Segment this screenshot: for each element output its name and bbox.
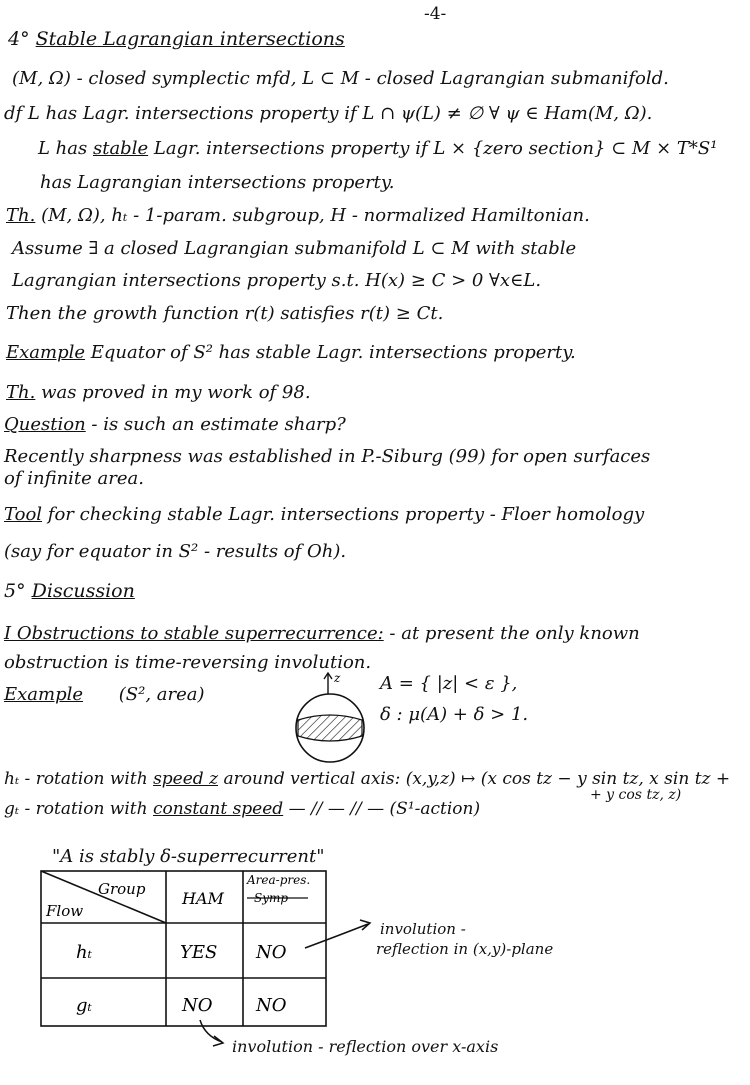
definition-line <box>4 103 652 125</box>
proved-text: was proved in my work of 98. <box>41 382 311 403</box>
corner-flow-label: Flow <box>46 902 84 920</box>
cell-ht-area: NO <box>256 942 287 963</box>
stable-word: stable <box>92 138 149 159</box>
proved-line <box>6 382 311 404</box>
z-axis-label: z <box>334 671 341 685</box>
recent-line1: Recently sharpness was established in P.-Siburg (99) for open surfaces <box>4 446 651 467</box>
example2-label: Example <box>4 684 84 705</box>
proved-label: Th. <box>6 382 36 403</box>
question-label: Question <box>4 414 86 435</box>
theorem-line3: Lagrangian intersections property s.t. H(x) ≥ C > 0 ∀x∈L. <box>12 270 542 291</box>
stable-def-line1 <box>38 138 717 160</box>
example-line <box>6 342 576 364</box>
equatorial-band-A <box>298 715 362 741</box>
recurrence-table <box>40 868 340 1033</box>
gt-pre: gₜ - rotation with <box>4 799 148 819</box>
obstruction-line2: obstruction is time-reversing involution. <box>4 652 372 673</box>
stable-def-pre: L has <box>38 138 88 159</box>
involution-note-bottom: involution - reflection over x-axis <box>232 1037 499 1056</box>
sphere-sketch <box>292 668 374 766</box>
tool-line2: (say for equator in S² - results of Oh). <box>4 541 347 562</box>
ht-post: around vertical axis: (x,y,z) ↦ (x cos tz − y sin tz, x sin tz + <box>223 769 731 789</box>
row-flow-gt: gₜ <box>76 995 92 1016</box>
arrow-head-down-icon <box>213 1036 223 1046</box>
theorem-line1 <box>6 205 590 227</box>
cell-gt-area: NO <box>256 995 287 1016</box>
setup-line: (M, Ω) - closed symplectic mfd, L ⊂ M - closed Lagrangian submanifold. <box>12 68 669 89</box>
tool-text: for checking stable Lagr. intersections property - Floer homology <box>47 504 645 525</box>
ht-speed: speed z <box>153 769 219 789</box>
ht-pre: hₜ - rotation with <box>4 769 148 789</box>
section4-number: 4° <box>8 28 30 50</box>
section4-heading <box>8 28 345 50</box>
section5-title: Discussion <box>31 580 135 602</box>
theorem-line4: Then the growth function r(t) satisfies r(t) ≥ Ct. <box>6 303 444 324</box>
gt-speed: constant speed <box>153 799 284 819</box>
superrecurrent-quote: "A is stably δ-superrecurrent" <box>52 846 325 867</box>
delta-definition: δ : μ(A) + δ > 1. <box>380 704 529 725</box>
tool-label: Tool <box>4 504 43 525</box>
definition-text: L has Lagr. intersections property if L ∩ ψ(L) ≠ ∅ ∀ ψ ∈ Ham(M, Ω). <box>27 103 653 124</box>
cell-gt-ham: NO <box>182 995 213 1016</box>
gt-post: — // — // — (S¹-action) <box>288 799 481 819</box>
section5-heading <box>4 580 135 602</box>
row-flow-ht: hₜ <box>76 942 93 963</box>
arrow-head-right-icon <box>360 920 370 930</box>
gt-line <box>4 798 480 820</box>
theorem-line2: Assume ∃ a closed Lagrangian submanifold L ⊂ M with stable <box>12 238 577 259</box>
example2-space: (S², area) <box>118 684 205 705</box>
theorem-text1: (M, Ω), hₜ - 1-param. subgroup, H - normalized Hamiltonian. <box>41 205 590 226</box>
definition-mark: df <box>4 103 23 124</box>
involution-note-right-1: involution - <box>380 920 466 938</box>
obstruction-line1 <box>4 623 640 645</box>
section4-title: Stable Lagrangian intersections <box>35 28 345 50</box>
corner-group-label: Group <box>98 880 146 898</box>
tool-line1 <box>4 504 644 526</box>
question-text: - is such an estimate sharp? <box>91 414 346 435</box>
page-number: -4- <box>424 4 447 24</box>
column-header-ham: HAM <box>182 889 224 908</box>
example2-line <box>4 684 205 706</box>
obstruction-text: - at present the only known <box>389 623 640 644</box>
column-header-area-pres: Area-pres. <box>247 873 311 887</box>
stable-def-line2: has Lagrangian intersections property. <box>40 172 395 193</box>
involution-note-right-2: reflection in (x,y)-plane <box>376 940 554 958</box>
section5-number: 5° <box>4 580 26 602</box>
ht-continuation: + y cos tz, z) <box>590 787 682 803</box>
question-line <box>4 414 346 436</box>
A-definition: A = { |z| < ε }, <box>380 673 518 694</box>
example-label: Example <box>6 342 86 363</box>
stable-def-post: Lagr. intersections property if L × {zero section} ⊂ M × T*S¹ <box>153 138 718 159</box>
recent-line2: of infinite area. <box>4 468 144 489</box>
obstruction-label: I Obstructions to stable superrecurrence: <box>4 623 384 644</box>
column-header-symp-struck: Symp <box>254 891 289 905</box>
example-text: Equator of S² has stable Lagr. intersections property. <box>90 342 576 363</box>
theorem-label: Th. <box>6 205 36 226</box>
cell-ht-ham: YES <box>180 942 218 963</box>
